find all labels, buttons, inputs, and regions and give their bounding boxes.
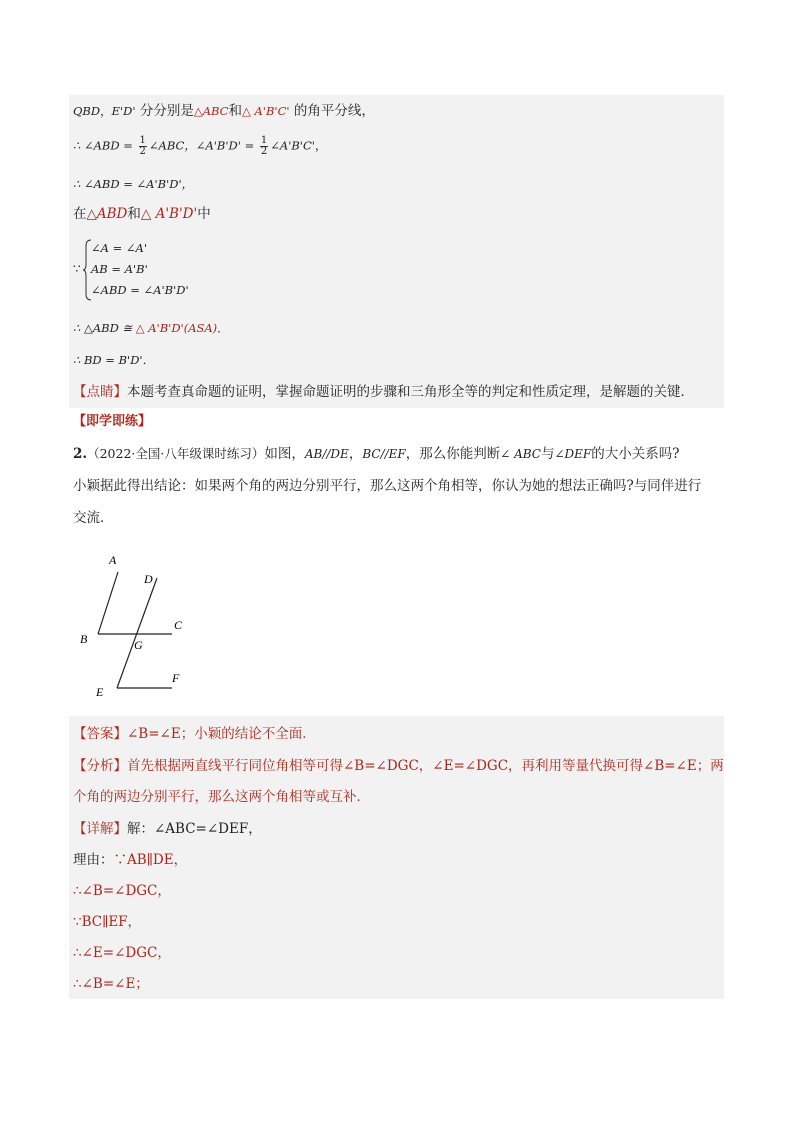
question-line-1: 2.（2022·全国·八年级课时练习）如图，AB//DE，BC//EF，那么你能判断∠ ABC与∠DEF的大小关系吗? [73,446,680,462]
answer-text: ∠B=∠E；小颖的结论不全面． [127,726,316,742]
comment-line: 【点睛】本题考查真命题的证明，掌握命题证明的步骤和三角形全等的判定和性质定理，是解题的关键． [73,384,694,400]
section-title: 【即学即练】 [73,414,152,429]
condition-side-ab: AB = A'B' [91,262,148,276]
analysis-line-2: 个角的两边分别平行，那么这两个角相等或互补． [73,789,370,805]
geometry-figure [74,548,204,700]
answer-tag: 【答案】 [73,726,127,742]
segment-qbd: QBD [73,104,101,118]
question-number: 2. [73,446,88,462]
analysis-tag: 【分析】 [73,758,127,774]
condition-angle-a: ∠A = ∠A' [91,241,147,255]
because-symbol: ∵ [73,262,81,276]
proof-line-1: QBD，E'D' 分分别是△ABC和△ A'B'C' 的角平分线， [73,103,375,119]
reason-line-5: ∴∠B=∠E； [73,976,149,992]
fraction-half-2: $\frac{1}{2}$ [260,135,268,157]
proof-line-7: ∴ BD = B'D'． [73,353,155,367]
condition-angle-abd: ∠ABD = ∠A'B'D' [91,283,189,297]
label-e: E [96,685,104,699]
label-d: D [144,572,153,586]
detail-line: 【详解】解：∠ABC=∠DEF， [73,821,262,837]
label-f: F [172,671,180,685]
question-source: （2022·全国·八年级课时练习） [87,446,265,461]
answer-line [73,726,316,742]
fraction-half-1: $\frac{1}{2}$ [139,135,146,157]
label-c: C [174,618,183,632]
analysis-line-1: 【分析】首先根据两直线平行同位角相等可得∠B=∠DGC，∠E=∠DGC，再利用等量代换可得∠B=∠E；两 [73,758,724,774]
detail-tag: 【详解】 [73,821,127,837]
reason-line-4: ∴∠E=∠DGC， [73,945,171,961]
label-b: B [80,632,88,646]
proof-line-4: 在△ABD和△ A'B'D'中 [73,206,211,222]
reason-line-2: ∴∠B=∠DGC， [73,883,171,899]
comment-tag: 【点睛】 [73,384,127,400]
line-ab [98,572,118,634]
proof-line-2: ∴ ∠ABD = $\frac{1}{2}$ ∠ABC，∠A'B'D' = $\frac{1}{2}$ ∠A'B'C'， [73,135,327,157]
reason-line-1: 理由：∵AB∥DE， [73,852,188,868]
line-de [117,578,157,688]
proof-line-3: ∴ ∠ABD = ∠A'B'D'， [73,177,194,191]
label-g: G [134,638,143,652]
question-line-2: 小颖据此得出结论：如果两个角的两边分别平行，那么这两个角相等，你认为她的想法正确吗?与同伴进行 [73,478,702,494]
label-a: A [109,553,117,567]
reason-line-3: ∵BC∥EF， [73,914,142,930]
proof-line-6: ∴ △ABD ≅ △ A'B'D'(ASA)． [73,321,229,335]
question-line-3: 交流． [73,510,114,526]
